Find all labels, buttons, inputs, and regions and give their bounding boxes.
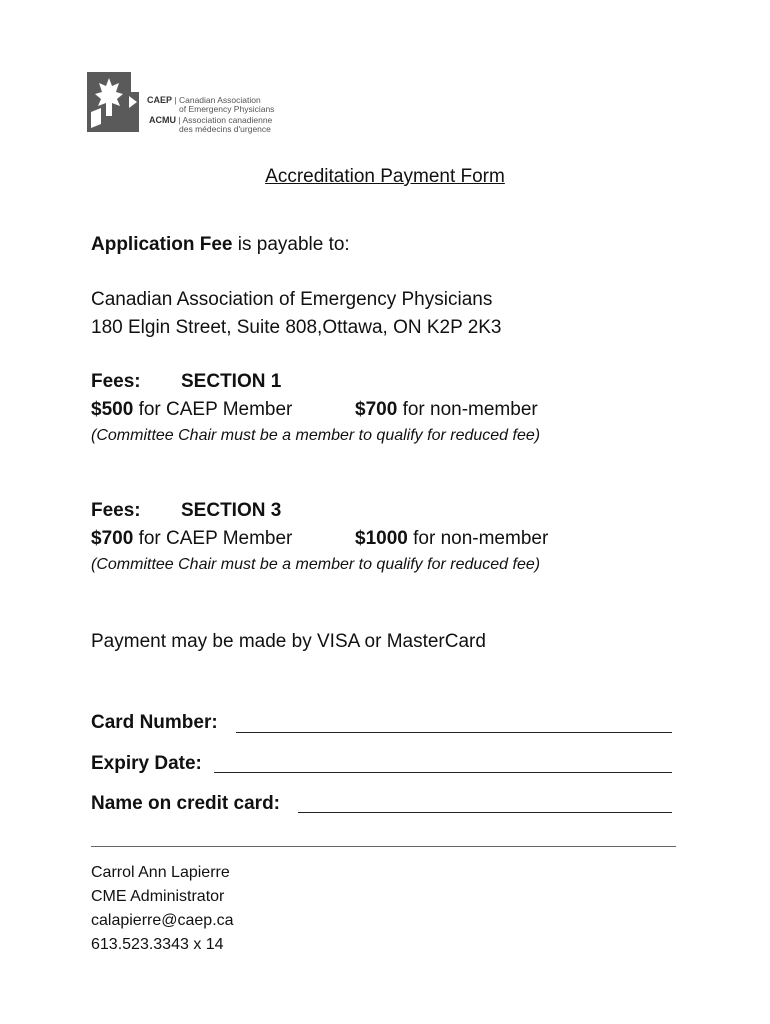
- section1-member-amount: $500: [91, 399, 134, 420]
- name-on-card-field[interactable]: [298, 812, 672, 813]
- fee-intro: [91, 234, 350, 256]
- section1-title: SECTION 1: [181, 371, 282, 392]
- section1-nonmember-amount: $700: [355, 399, 398, 420]
- section3-member-text: for CAEP Member: [138, 528, 293, 549]
- acmu-name-line1: Association canadienne: [182, 115, 273, 125]
- section3-member-amount: $700: [91, 528, 134, 549]
- form-title: Accreditation Payment Form: [265, 166, 505, 187]
- logo-separator: |: [174, 95, 177, 105]
- caep-name-line2: of Emergency Physicians: [179, 104, 275, 114]
- section3-nonmember-text: for non-member: [413, 528, 549, 549]
- section1-fees-label: Fees:: [91, 371, 141, 392]
- expiry-date-label: Expiry Date:: [91, 753, 202, 774]
- caep-name-line1: Canadian Association: [178, 95, 261, 105]
- section3-note: (Committee Chair must be a member to qualify for reduced fee): [91, 556, 541, 573]
- section3-fees-label: Fees:: [91, 500, 141, 521]
- expiry-date-field[interactable]: [214, 772, 672, 773]
- acmu-name-line2: des médecins d'urgence: [179, 124, 271, 134]
- section3-member-fee: [91, 528, 292, 550]
- contact-name: Carrol Ann Lapierre: [91, 864, 230, 881]
- contact-phone: 613.523.3343 x 14: [91, 936, 224, 953]
- section1-nonmember-fee: [355, 399, 538, 421]
- address-line1: Canadian Association of Emergency Physicians: [91, 289, 493, 310]
- address-line2: 180 Elgin Street, Suite 808,Ottawa, ON K2P 2K3: [91, 317, 502, 338]
- caep-abbr: CAEP: [147, 95, 173, 105]
- contact-email[interactable]: calapierre@caep.ca: [91, 912, 234, 929]
- section3-nonmember-fee: [355, 528, 548, 550]
- card-number-label: Card Number:: [91, 712, 218, 733]
- section1-note: (Committee Chair must be a member to qualify for reduced fee): [91, 427, 541, 444]
- acmu-abbr: ACMU: [149, 115, 176, 125]
- payment-methods-text: Payment may be made by VISA or MasterCard: [91, 631, 486, 652]
- section3-title: SECTION 3: [181, 500, 282, 521]
- fee-intro-bold: Application Fee: [91, 234, 233, 255]
- name-on-card-label: Name on credit card:: [91, 793, 280, 814]
- card-number-field[interactable]: [236, 732, 672, 733]
- caep-logo-mark-icon: [87, 72, 143, 134]
- section1-member-text: for CAEP Member: [138, 399, 293, 420]
- caep-logo: [87, 72, 275, 134]
- contact-title: CME Administrator: [91, 888, 225, 905]
- divider: [91, 846, 676, 847]
- section1-nonmember-text: for non-member: [402, 399, 538, 420]
- section3-nonmember-amount: $1000: [355, 528, 408, 549]
- fee-intro-rest: is payable to:: [237, 234, 350, 255]
- section1-member-fee: [91, 399, 292, 421]
- logo-separator-2: |: [178, 115, 181, 125]
